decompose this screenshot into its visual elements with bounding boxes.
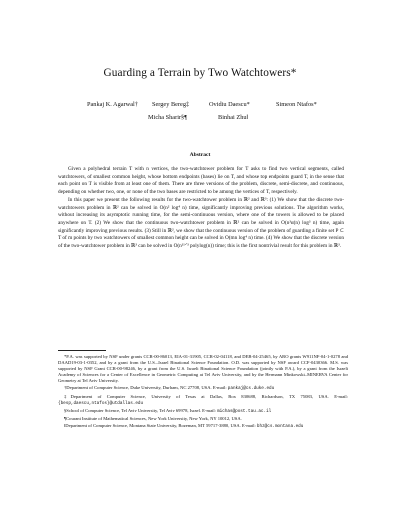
footnote-text: ‖Department of Computer Science, Montana State University, Bozeman, MT 59717-3880, USA. E-mail:: [64, 422, 257, 428]
footnote-text: *P.A. was supported by NSF under grants CCR-00-86013, EIA-01-31905, CCR-02-04118, and DEB-04-25465, by ARO grants W911NF-04-1-0278 and DAAD19-03-1-0352, and by a grant from the U.S.–Israel Binational Science Foundation. O.D. was supported by NSF award CCF-0430366. M.S. was supported by NSF Grant CCR-00-98246, by a grant from the U.S. Israeli Binational Science Foundation (jointly with P.A.), by a grant from the Israeli Academy of Sciences for a Center of Excellence in Geometric Computing at Tel Aviv University, and by the Hermann Minkowski–MINERVA Center for Geometry at Tel Aviv University.: [58, 354, 348, 384]
email-link[interactable]: michas@post.tau.ac.il: [217, 408, 272, 414]
author-bereg: Sergey Bereg‡: [152, 101, 190, 108]
email-link[interactable]: pankaj@cs.duke.edu: [227, 386, 275, 392]
abstract-heading: Abstract: [189, 152, 211, 158]
abstract-paragraph-1: Given a polyhedral terrain T with n vertices, the two-watchtower problem for T asks to find two vertical segments, called watchtowers, of smallest common height, whose bottom endpoints (bases) lie on T, and whose top endpoints guard T, in the sense that each point on T is visible from at least one of them. There are three versions of the problem, discrete, semi-discrete, and continuous, depending on whether two, one, or none of the two bases are restricted to be among the vertices of T, respectively.: [58, 166, 344, 196]
footnote-text: †Department of Computer Science, Duke University, Durham, NC 27708, USA. E-mail:: [64, 385, 228, 391]
email-link[interactable]: {besp,daescu,ntafos}@utdallas.edu: [58, 400, 144, 406]
footnote-courant: [58, 416, 348, 422]
email-link[interactable]: bhz@cs.montana.edu: [256, 423, 304, 429]
author-sharir: Micha Sharir§¶: [148, 114, 188, 121]
author-zhu: Binhai Zhu‖: [218, 114, 249, 121]
footnote-utdallas: [58, 394, 348, 407]
footnote-funding: [58, 354, 348, 384]
author-ntafos: Simeon Ntafos*: [276, 101, 317, 108]
paper-title: Guarding a Terrain by Two Watchtowers*: [103, 67, 297, 79]
footnote-rule: [58, 350, 106, 351]
footnote-text: ‡Department of Computer Science, University of Texas at Dallas, Box 830688, Richardson, TX 75083, USA. E-mail:: [64, 393, 348, 399]
footnote-montana: [58, 423, 348, 430]
footnote-text: §School of Computer Science, Tel Aviv University, Tel Aviv 69978, Israel. E-mail:: [64, 407, 218, 413]
footnote-agarwal: [58, 385, 348, 392]
abstract-body: [58, 166, 344, 251]
abstract-paragraph-2: In this paper we present the following results for the two-watchtower problem in ℝ² and ℝ³: (1) We show that the discrete two-watchtowers problem in ℝ² can be solved in O(n² log⁴ n) time, significantly improving previous solutions. The algorithm works, without increasing its asymptotic running time, for the semi-continuous version, where one of the towers is allowed to be placed anywhere on T. (2) We show that the continuous two-watchtower problem in ℝ² can be solved in O(n³α(n) log³ n) time, again significantly improving previous results. (3) Still in ℝ², we show that the continuous version of the problem of guarding a finite set P ⊂ T of m points by two watchtowers of smallest common height can be solved in O(mn log⁴ n) time. (4) We show that the discrete version of the two-watchtower problem in ℝ³ can be solved in O(n¹¹ᐟ³ polylog(n)) time; this is the first nontrivial result for this problem in ℝ³.: [58, 196, 344, 250]
author-daescu: Ovidiu Daescu*: [209, 101, 250, 108]
footnote-text: ¶Courant Institute of Mathematical Sciences, New York University, New York, NY 10012, USA.: [64, 415, 242, 421]
author-agarwal: Pankaj K. Agarwal†: [87, 101, 138, 108]
footnotes: [58, 354, 348, 431]
footnote-telaviv: [58, 408, 348, 415]
